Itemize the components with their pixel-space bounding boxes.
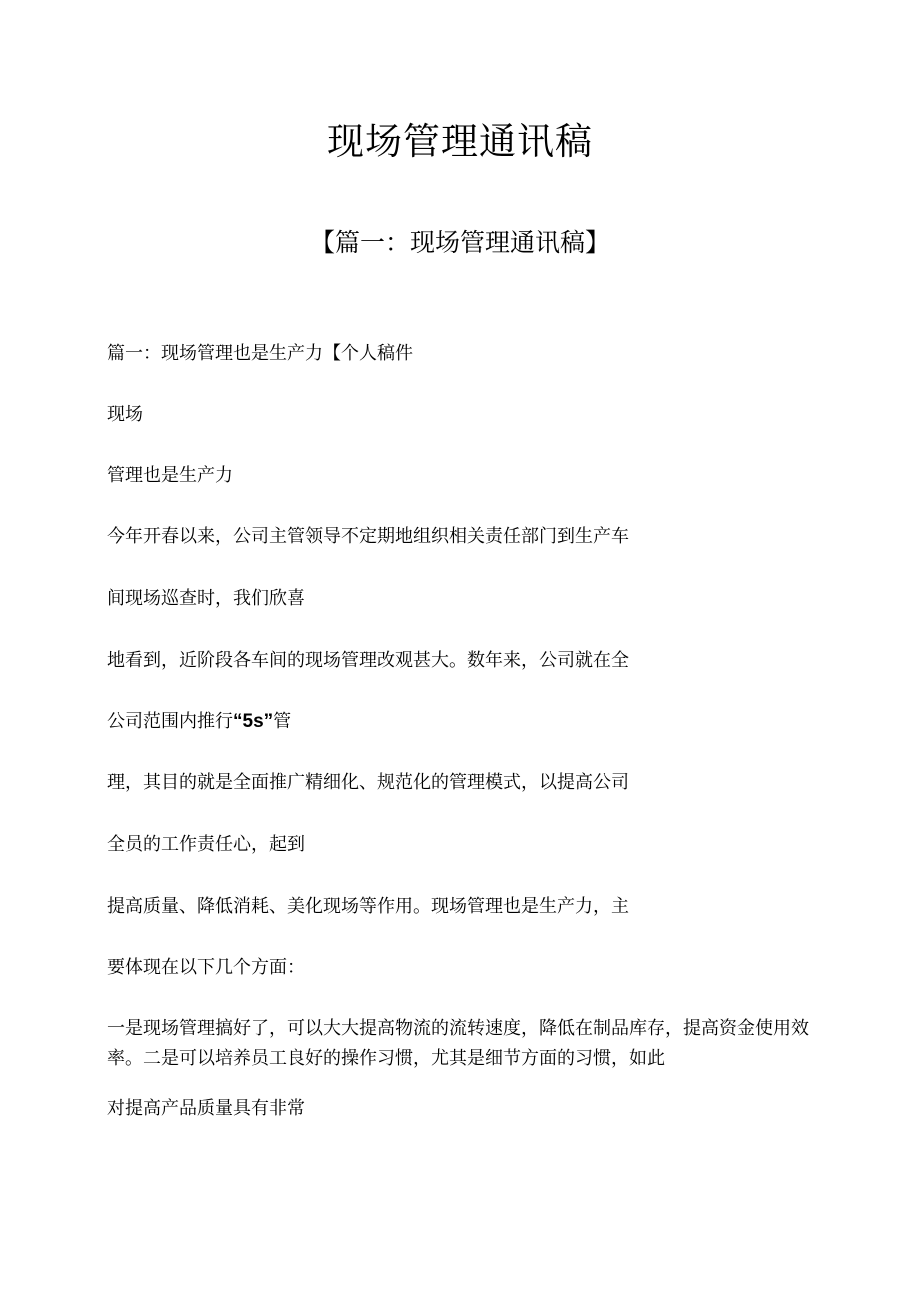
paragraph-line: 今年开春以来，公司主管领导不定期地组织相关责任部门到生产车: [107, 526, 629, 547]
paragraph-line: 对提高产品质量具有非常: [107, 1098, 305, 1119]
paragraph-line: 理，其目的就是全面推广精细化、规范化的管理模式，以提高公司: [107, 772, 629, 793]
paragraph-line: 篇一：现场管理也是生产力【个人稿件: [107, 343, 413, 364]
paragraph-line: 管理也是生产力: [107, 465, 233, 486]
paragraph-block: 一是现场管理搞好了，可以大大提高物流的流转速度，降低在制品库存，提高资金使用效率。二是可以培养员工良好的操作习惯，尤其是细节方面的习惯，如此: [107, 1018, 809, 1069]
paragraph-line: 提高质量、降低消耗、美化现场等作用。现场管理也是生产力，主: [107, 896, 629, 917]
document-title: 现场管理通讯稿: [327, 120, 593, 163]
paragraph-line: 间现场巡查时，我们欣喜: [107, 588, 305, 609]
paragraph-line: 现场: [107, 404, 143, 425]
paragraph-line: 全员的工作责任心，起到: [107, 834, 305, 855]
document-subtitle: 【篇一：现场管理通讯稿】: [309, 228, 610, 257]
line-5s-before: 公司范围内推行: [107, 711, 233, 732]
line-5s-highlight: “5s”: [233, 711, 274, 732]
paragraph-line: 要体现在以下几个方面：: [107, 957, 305, 978]
paragraph-line: 地看到，近阶段各车间的现场管理改观甚大。数年来，公司就在全: [107, 650, 629, 671]
line-5s-after: 管: [273, 711, 292, 732]
paragraph-line-5s: [107, 707, 817, 737]
